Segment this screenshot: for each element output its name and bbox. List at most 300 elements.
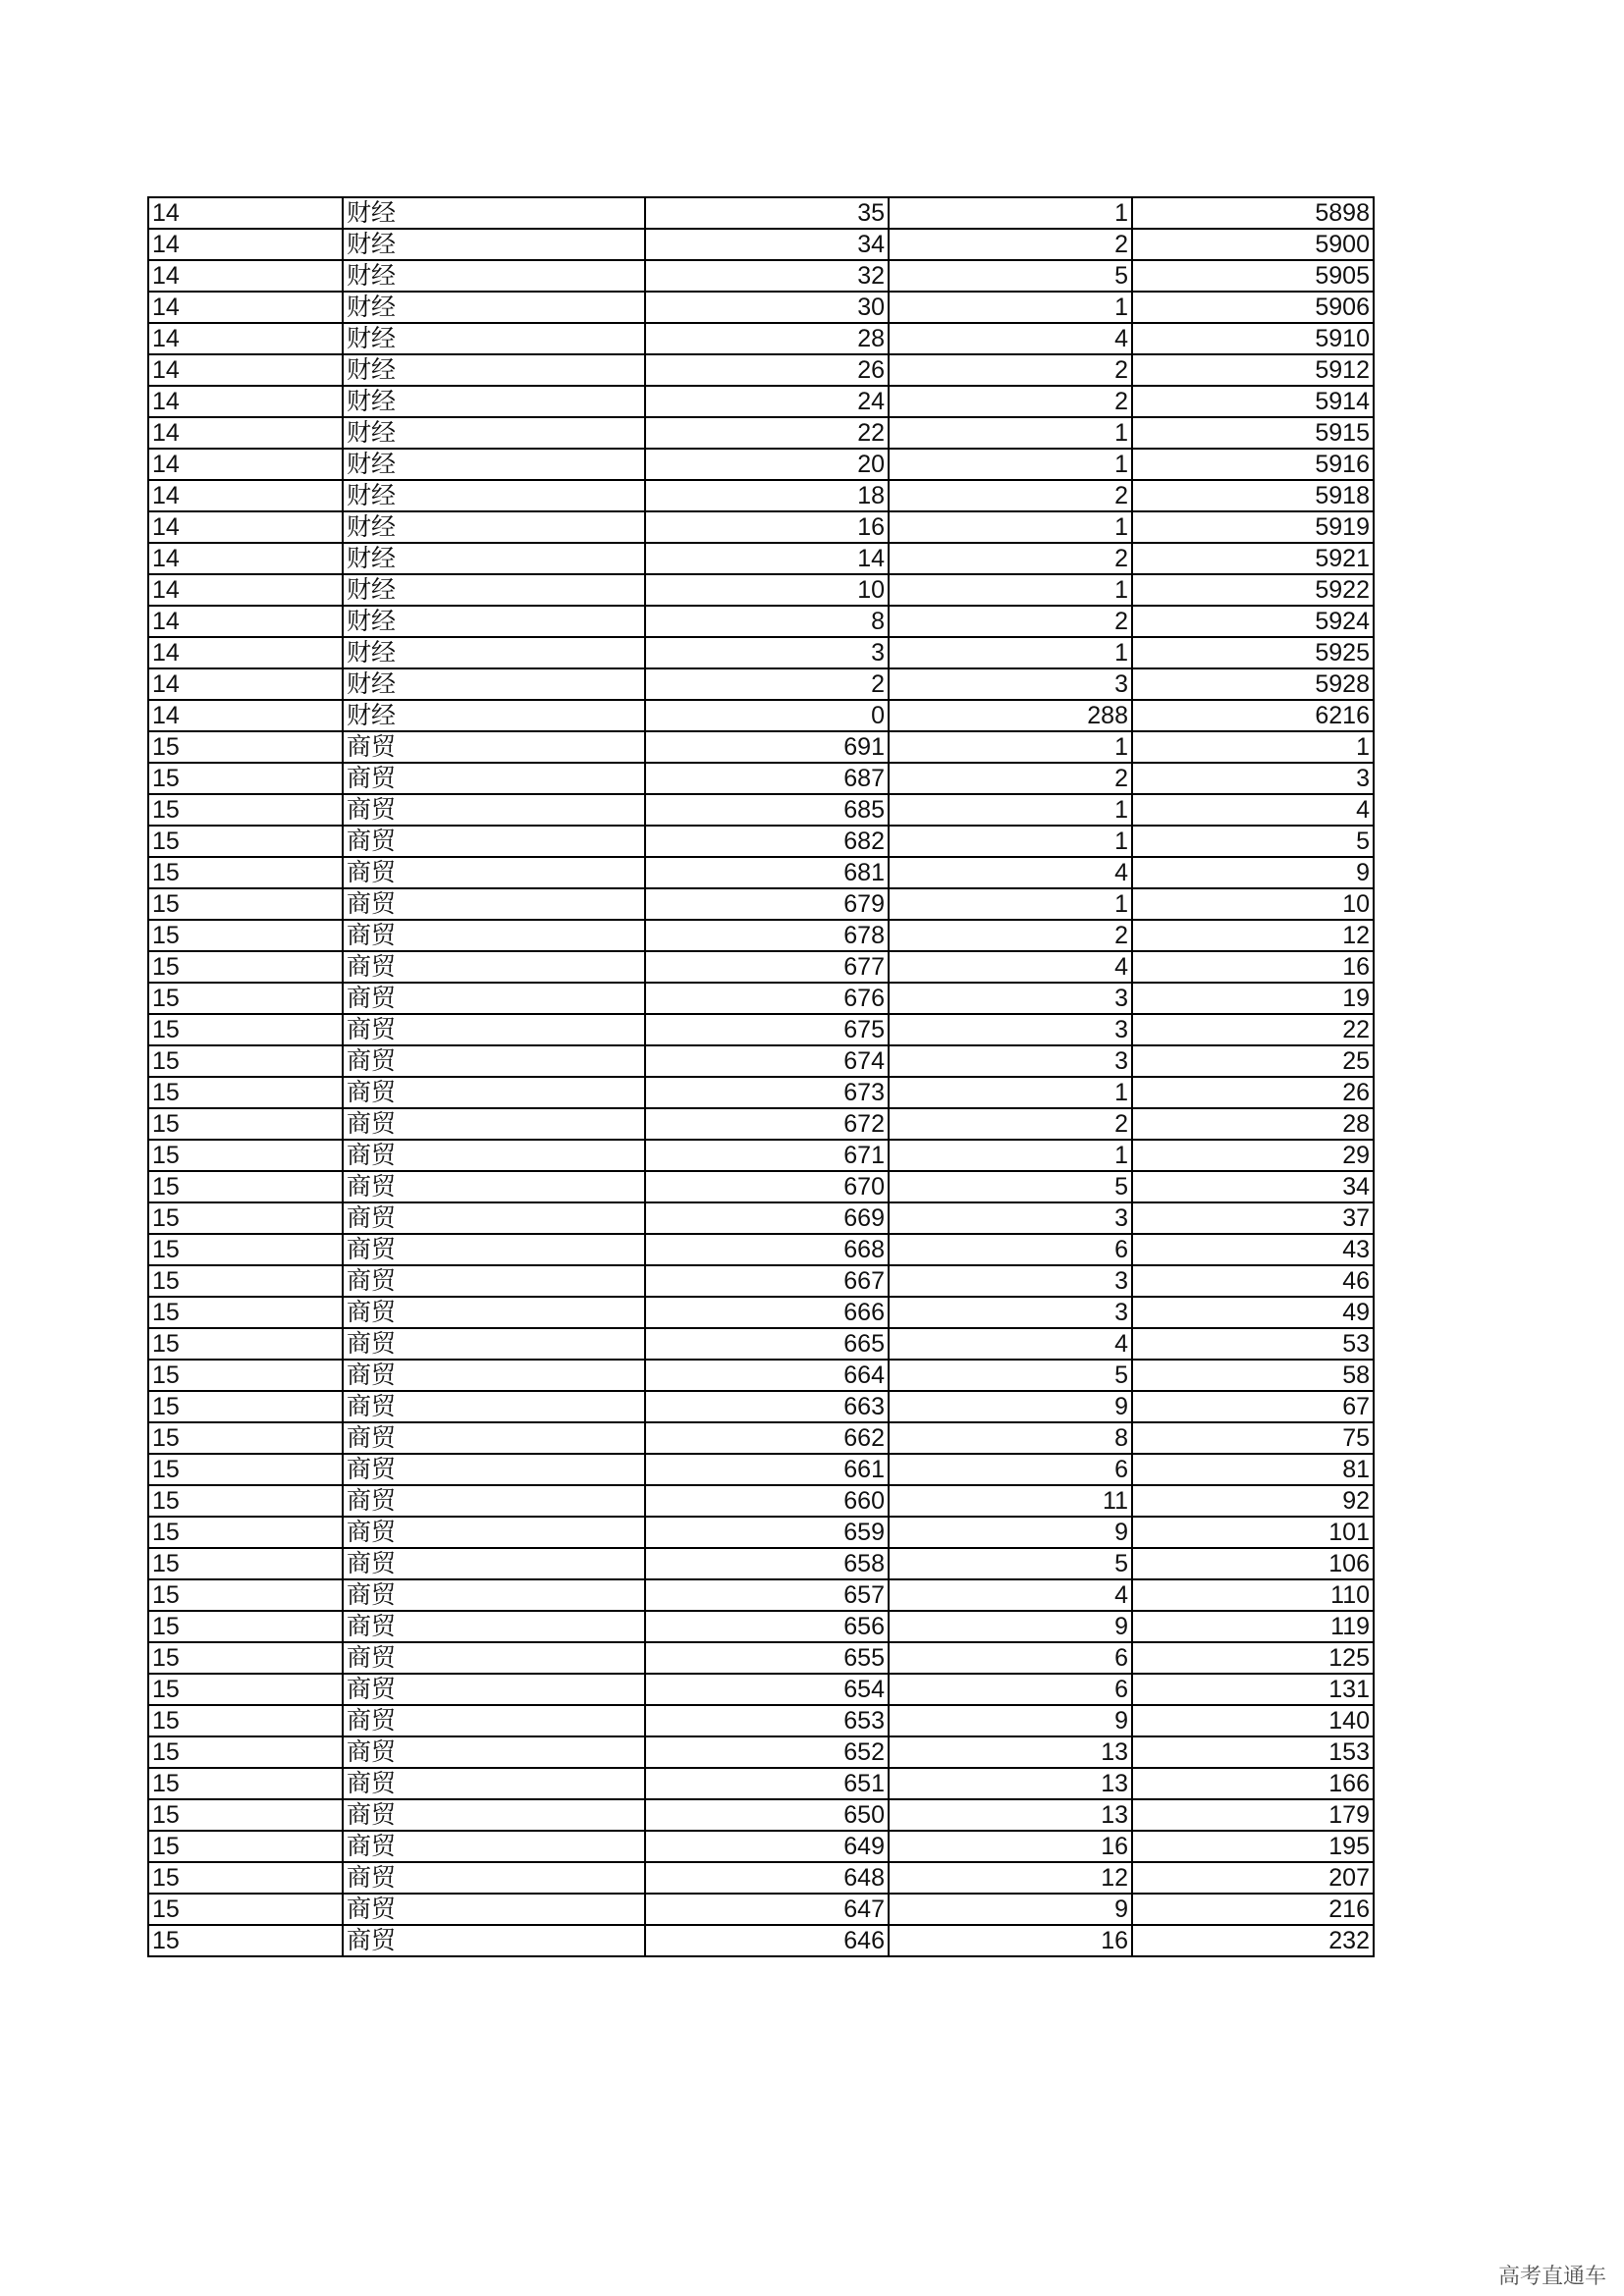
category-code-cell: 14: [148, 668, 343, 700]
cumulative-cell: 153: [1132, 1736, 1374, 1768]
category-name-cell: 商贸: [343, 1045, 645, 1077]
cumulative-cell: 28: [1132, 1108, 1374, 1140]
score-cell: 687: [645, 763, 889, 794]
category-name-cell: 财经: [343, 197, 645, 229]
count-cell: 5: [889, 1360, 1132, 1391]
count-cell: 8: [889, 1422, 1132, 1454]
category-name-cell: 财经: [343, 606, 645, 637]
category-code-cell: 15: [148, 1768, 343, 1799]
cumulative-cell: 75: [1132, 1422, 1374, 1454]
cumulative-cell: 5906: [1132, 292, 1374, 323]
score-cell: 671: [645, 1140, 889, 1171]
table-row: [148, 700, 1374, 731]
cumulative-cell: 58: [1132, 1360, 1374, 1391]
count-cell: 1: [889, 449, 1132, 480]
table-row: [148, 1045, 1374, 1077]
table-row: [148, 1548, 1374, 1579]
category-name-cell: 财经: [343, 700, 645, 731]
table-row: [148, 229, 1374, 260]
score-cell: 650: [645, 1799, 889, 1831]
cumulative-cell: 53: [1132, 1328, 1374, 1360]
score-cell: 679: [645, 888, 889, 920]
category-code-cell: 15: [148, 1799, 343, 1831]
category-name-cell: 商贸: [343, 888, 645, 920]
score-cell: 666: [645, 1297, 889, 1328]
table-row: [148, 668, 1374, 700]
category-code-cell: 14: [148, 574, 343, 606]
count-cell: 6: [889, 1454, 1132, 1485]
count-cell: 9: [889, 1611, 1132, 1642]
category-name-cell: 财经: [343, 480, 645, 511]
cumulative-cell: 232: [1132, 1925, 1374, 1956]
count-cell: 9: [889, 1517, 1132, 1548]
category-code-cell: 15: [148, 1485, 343, 1517]
score-cell: 665: [645, 1328, 889, 1360]
score-cell: 677: [645, 951, 889, 983]
category-code-cell: 15: [148, 1234, 343, 1265]
cumulative-cell: 101: [1132, 1517, 1374, 1548]
category-code-cell: 14: [148, 480, 343, 511]
category-code-cell: 14: [148, 323, 343, 354]
category-name-cell: 商贸: [343, 1454, 645, 1485]
table-row: [148, 1642, 1374, 1674]
score-cell: 647: [645, 1894, 889, 1925]
score-cell: 655: [645, 1642, 889, 1674]
category-name-cell: 财经: [343, 511, 645, 543]
category-name-cell: 商贸: [343, 951, 645, 983]
cumulative-cell: 5925: [1132, 637, 1374, 668]
cumulative-cell: 140: [1132, 1705, 1374, 1736]
count-cell: 5: [889, 260, 1132, 292]
cumulative-cell: 49: [1132, 1297, 1374, 1328]
table-row: [148, 1831, 1374, 1862]
count-cell: 2: [889, 920, 1132, 951]
score-cell: 14: [645, 543, 889, 574]
score-cell: 3: [645, 637, 889, 668]
category-code-cell: 14: [148, 700, 343, 731]
score-cell: 10: [645, 574, 889, 606]
score-cell: 685: [645, 794, 889, 826]
score-cell: 16: [645, 511, 889, 543]
category-name-cell: 商贸: [343, 1768, 645, 1799]
category-name-cell: 商贸: [343, 1925, 645, 1956]
category-name-cell: 商贸: [343, 983, 645, 1014]
count-cell: 2: [889, 354, 1132, 386]
category-code-cell: 15: [148, 1925, 343, 1956]
cumulative-cell: 67: [1132, 1391, 1374, 1422]
cumulative-cell: 46: [1132, 1265, 1374, 1297]
category-name-cell: 商贸: [343, 1265, 645, 1297]
count-cell: 3: [889, 983, 1132, 1014]
cumulative-cell: 19: [1132, 983, 1374, 1014]
score-cell: 682: [645, 826, 889, 857]
score-cell: 20: [645, 449, 889, 480]
category-code-cell: 15: [148, 1705, 343, 1736]
category-name-cell: 商贸: [343, 1579, 645, 1611]
category-name-cell: 财经: [343, 292, 645, 323]
cumulative-cell: 110: [1132, 1579, 1374, 1611]
table-row: [148, 386, 1374, 417]
score-cell: 668: [645, 1234, 889, 1265]
cumulative-cell: 195: [1132, 1831, 1374, 1862]
table-row: [148, 794, 1374, 826]
count-cell: 4: [889, 1328, 1132, 1360]
category-code-cell: 15: [148, 1517, 343, 1548]
score-cell: 656: [645, 1611, 889, 1642]
table-row: [148, 826, 1374, 857]
category-name-cell: 商贸: [343, 857, 645, 888]
category-code-cell: 15: [148, 731, 343, 763]
category-name-cell: 财经: [343, 229, 645, 260]
category-code-cell: 14: [148, 292, 343, 323]
table-row: [148, 763, 1374, 794]
table-row: [148, 543, 1374, 574]
count-cell: 1: [889, 1140, 1132, 1171]
category-name-cell: 商贸: [343, 1485, 645, 1517]
cumulative-cell: 5918: [1132, 480, 1374, 511]
table-row: [148, 1674, 1374, 1705]
category-code-cell: 14: [148, 197, 343, 229]
count-cell: 6: [889, 1674, 1132, 1705]
category-name-cell: 商贸: [343, 1234, 645, 1265]
table-row: [148, 1517, 1374, 1548]
cumulative-cell: 3: [1132, 763, 1374, 794]
category-code-cell: 15: [148, 951, 343, 983]
cumulative-cell: 25: [1132, 1045, 1374, 1077]
count-cell: 16: [889, 1831, 1132, 1862]
count-cell: 1: [889, 826, 1132, 857]
category-name-cell: 商贸: [343, 920, 645, 951]
count-cell: 6: [889, 1642, 1132, 1674]
count-cell: 4: [889, 323, 1132, 354]
cumulative-cell: 5912: [1132, 354, 1374, 386]
score-cell: 646: [645, 1925, 889, 1956]
table-row: [148, 511, 1374, 543]
table-row: [148, 1579, 1374, 1611]
score-cell: 673: [645, 1077, 889, 1108]
category-name-cell: 商贸: [343, 1642, 645, 1674]
count-cell: 1: [889, 417, 1132, 449]
category-name-cell: 商贸: [343, 1736, 645, 1768]
category-code-cell: 15: [148, 1391, 343, 1422]
cumulative-cell: 5905: [1132, 260, 1374, 292]
table-row: [148, 1171, 1374, 1202]
cumulative-cell: 43: [1132, 1234, 1374, 1265]
count-cell: 9: [889, 1894, 1132, 1925]
table-row: [148, 1391, 1374, 1422]
table-row: [148, 480, 1374, 511]
cumulative-cell: 5898: [1132, 197, 1374, 229]
category-name-cell: 商贸: [343, 794, 645, 826]
table-row: [148, 260, 1374, 292]
table-row: [148, 1736, 1374, 1768]
score-cell: 649: [645, 1831, 889, 1862]
table-row: [148, 1705, 1374, 1736]
count-cell: 1: [889, 1077, 1132, 1108]
category-code-cell: 15: [148, 920, 343, 951]
score-cell: 18: [645, 480, 889, 511]
count-cell: 1: [889, 197, 1132, 229]
score-cell: 664: [645, 1360, 889, 1391]
count-cell: 2: [889, 229, 1132, 260]
table-row: [148, 1862, 1374, 1894]
category-code-cell: 15: [148, 1736, 343, 1768]
table-row: [148, 1234, 1374, 1265]
score-cell: 8: [645, 606, 889, 637]
score-cell: 28: [645, 323, 889, 354]
score-cell: 676: [645, 983, 889, 1014]
category-code-cell: 14: [148, 417, 343, 449]
category-code-cell: 14: [148, 606, 343, 637]
score-cell: 654: [645, 1674, 889, 1705]
category-name-cell: 商贸: [343, 1360, 645, 1391]
category-name-cell: 财经: [343, 668, 645, 700]
category-code-cell: 15: [148, 1297, 343, 1328]
table-row: [148, 951, 1374, 983]
count-cell: 13: [889, 1799, 1132, 1831]
category-name-cell: 商贸: [343, 1077, 645, 1108]
table-row: [148, 1799, 1374, 1831]
cumulative-cell: 5: [1132, 826, 1374, 857]
count-cell: 1: [889, 637, 1132, 668]
score-cell: 648: [645, 1862, 889, 1894]
count-cell: 2: [889, 386, 1132, 417]
category-code-cell: 15: [148, 1422, 343, 1454]
category-code-cell: 15: [148, 1265, 343, 1297]
count-cell: 5: [889, 1548, 1132, 1579]
count-cell: 3: [889, 1297, 1132, 1328]
score-table: [147, 196, 1375, 1957]
cumulative-cell: 207: [1132, 1862, 1374, 1894]
table-row: [148, 574, 1374, 606]
category-code-cell: 15: [148, 1077, 343, 1108]
category-code-cell: 15: [148, 1171, 343, 1202]
table-row: [148, 731, 1374, 763]
category-code-cell: 15: [148, 1045, 343, 1077]
category-name-cell: 商贸: [343, 1799, 645, 1831]
cumulative-cell: 10: [1132, 888, 1374, 920]
cumulative-cell: 29: [1132, 1140, 1374, 1171]
category-code-cell: 15: [148, 1360, 343, 1391]
count-cell: 3: [889, 1045, 1132, 1077]
count-cell: 5: [889, 1171, 1132, 1202]
cumulative-cell: 5916: [1132, 449, 1374, 480]
category-name-cell: 财经: [343, 449, 645, 480]
table-row: [148, 417, 1374, 449]
category-code-cell: 15: [148, 826, 343, 857]
table-row: [148, 1108, 1374, 1140]
score-cell: 0: [645, 700, 889, 731]
table-row: [148, 1297, 1374, 1328]
table-row: [148, 1265, 1374, 1297]
count-cell: 1: [889, 794, 1132, 826]
cumulative-cell: 81: [1132, 1454, 1374, 1485]
cumulative-cell: 92: [1132, 1485, 1374, 1517]
count-cell: 12: [889, 1862, 1132, 1894]
table-row: [148, 888, 1374, 920]
category-name-cell: 财经: [343, 260, 645, 292]
category-code-cell: 15: [148, 1202, 343, 1234]
category-code-cell: 15: [148, 1014, 343, 1045]
table-row: [148, 1454, 1374, 1485]
count-cell: 2: [889, 763, 1132, 794]
score-cell: 672: [645, 1108, 889, 1140]
category-name-cell: 财经: [343, 354, 645, 386]
category-code-cell: 14: [148, 511, 343, 543]
score-cell: 660: [645, 1485, 889, 1517]
cumulative-cell: 16: [1132, 951, 1374, 983]
category-name-cell: 商贸: [343, 1894, 645, 1925]
count-cell: 16: [889, 1925, 1132, 1956]
category-name-cell: 商贸: [343, 1674, 645, 1705]
score-cell: 26: [645, 354, 889, 386]
category-code-cell: 15: [148, 1674, 343, 1705]
score-cell: 651: [645, 1768, 889, 1799]
table-row: [148, 983, 1374, 1014]
cumulative-cell: 22: [1132, 1014, 1374, 1045]
count-cell: 2: [889, 480, 1132, 511]
category-code-cell: 14: [148, 637, 343, 668]
category-name-cell: 财经: [343, 386, 645, 417]
cumulative-cell: 131: [1132, 1674, 1374, 1705]
count-cell: 3: [889, 1265, 1132, 1297]
count-cell: 1: [889, 888, 1132, 920]
score-cell: 24: [645, 386, 889, 417]
count-cell: 288: [889, 700, 1132, 731]
table-row: [148, 857, 1374, 888]
table-row: [148, 197, 1374, 229]
cumulative-cell: 12: [1132, 920, 1374, 951]
category-name-cell: 财经: [343, 543, 645, 574]
category-code-cell: 15: [148, 1642, 343, 1674]
table-row: [148, 1422, 1374, 1454]
cumulative-cell: 5922: [1132, 574, 1374, 606]
category-code-cell: 15: [148, 983, 343, 1014]
category-name-cell: 商贸: [343, 1108, 645, 1140]
score-cell: 662: [645, 1422, 889, 1454]
count-cell: 4: [889, 951, 1132, 983]
table-row: [148, 292, 1374, 323]
category-code-cell: 14: [148, 543, 343, 574]
table-row: [148, 920, 1374, 951]
score-cell: 659: [645, 1517, 889, 1548]
table-row: [148, 1140, 1374, 1171]
category-code-cell: 15: [148, 857, 343, 888]
score-cell: 691: [645, 731, 889, 763]
count-cell: 3: [889, 668, 1132, 700]
table-row: [148, 1768, 1374, 1799]
category-code-cell: 14: [148, 229, 343, 260]
cumulative-cell: 5900: [1132, 229, 1374, 260]
cumulative-cell: 9: [1132, 857, 1374, 888]
category-name-cell: 商贸: [343, 1202, 645, 1234]
cumulative-cell: 125: [1132, 1642, 1374, 1674]
category-code-cell: 15: [148, 1831, 343, 1862]
score-cell: 661: [645, 1454, 889, 1485]
cumulative-cell: 4: [1132, 794, 1374, 826]
category-name-cell: 商贸: [343, 1140, 645, 1171]
category-code-cell: 15: [148, 1579, 343, 1611]
score-cell: 675: [645, 1014, 889, 1045]
score-cell: 653: [645, 1705, 889, 1736]
watermark: 高考直通车: [1497, 2265, 1606, 2289]
category-code-cell: 15: [148, 888, 343, 920]
score-cell: 32: [645, 260, 889, 292]
count-cell: 1: [889, 292, 1132, 323]
cumulative-cell: 37: [1132, 1202, 1374, 1234]
table-row: [148, 1894, 1374, 1925]
cumulative-cell: 5921: [1132, 543, 1374, 574]
category-code-cell: 14: [148, 354, 343, 386]
cumulative-cell: 5910: [1132, 323, 1374, 354]
table-row: [148, 1202, 1374, 1234]
cumulative-cell: 5914: [1132, 386, 1374, 417]
count-cell: 2: [889, 606, 1132, 637]
category-name-cell: 商贸: [343, 1705, 645, 1736]
category-code-cell: 15: [148, 1611, 343, 1642]
category-code-cell: 15: [148, 1548, 343, 1579]
table-row: [148, 354, 1374, 386]
count-cell: 4: [889, 1579, 1132, 1611]
score-cell: 22: [645, 417, 889, 449]
table-row: [148, 449, 1374, 480]
score-cell: 30: [645, 292, 889, 323]
score-cell: 674: [645, 1045, 889, 1077]
cumulative-cell: 5915: [1132, 417, 1374, 449]
category-name-cell: 财经: [343, 417, 645, 449]
category-name-cell: 商贸: [343, 1831, 645, 1862]
category-code-cell: 15: [148, 1894, 343, 1925]
category-name-cell: 财经: [343, 323, 645, 354]
count-cell: 13: [889, 1768, 1132, 1799]
cumulative-cell: 5928: [1132, 668, 1374, 700]
category-name-cell: 商贸: [343, 763, 645, 794]
category-code-cell: 15: [148, 1454, 343, 1485]
category-name-cell: 商贸: [343, 1014, 645, 1045]
cumulative-cell: 26: [1132, 1077, 1374, 1108]
score-cell: 652: [645, 1736, 889, 1768]
cumulative-cell: 106: [1132, 1548, 1374, 1579]
category-name-cell: 商贸: [343, 826, 645, 857]
count-cell: 9: [889, 1705, 1132, 1736]
score-cell: 34: [645, 229, 889, 260]
category-name-cell: 商贸: [343, 1171, 645, 1202]
table-row: [148, 1925, 1374, 1956]
table-row: [148, 1485, 1374, 1517]
cumulative-cell: 216: [1132, 1894, 1374, 1925]
count-cell: 2: [889, 543, 1132, 574]
count-cell: 4: [889, 857, 1132, 888]
cumulative-cell: 34: [1132, 1171, 1374, 1202]
count-cell: 1: [889, 731, 1132, 763]
count-cell: 13: [889, 1736, 1132, 1768]
count-cell: 1: [889, 574, 1132, 606]
count-cell: 3: [889, 1202, 1132, 1234]
table-row: [148, 1360, 1374, 1391]
score-cell: 2: [645, 668, 889, 700]
category-code-cell: 15: [148, 1108, 343, 1140]
category-name-cell: 商贸: [343, 1611, 645, 1642]
category-code-cell: 15: [148, 763, 343, 794]
table-row: [148, 637, 1374, 668]
category-name-cell: 商贸: [343, 1862, 645, 1894]
category-name-cell: 商贸: [343, 1548, 645, 1579]
score-cell: 667: [645, 1265, 889, 1297]
cumulative-cell: 179: [1132, 1799, 1374, 1831]
category-name-cell: 商贸: [343, 1517, 645, 1548]
cumulative-cell: 5924: [1132, 606, 1374, 637]
cumulative-cell: 5919: [1132, 511, 1374, 543]
